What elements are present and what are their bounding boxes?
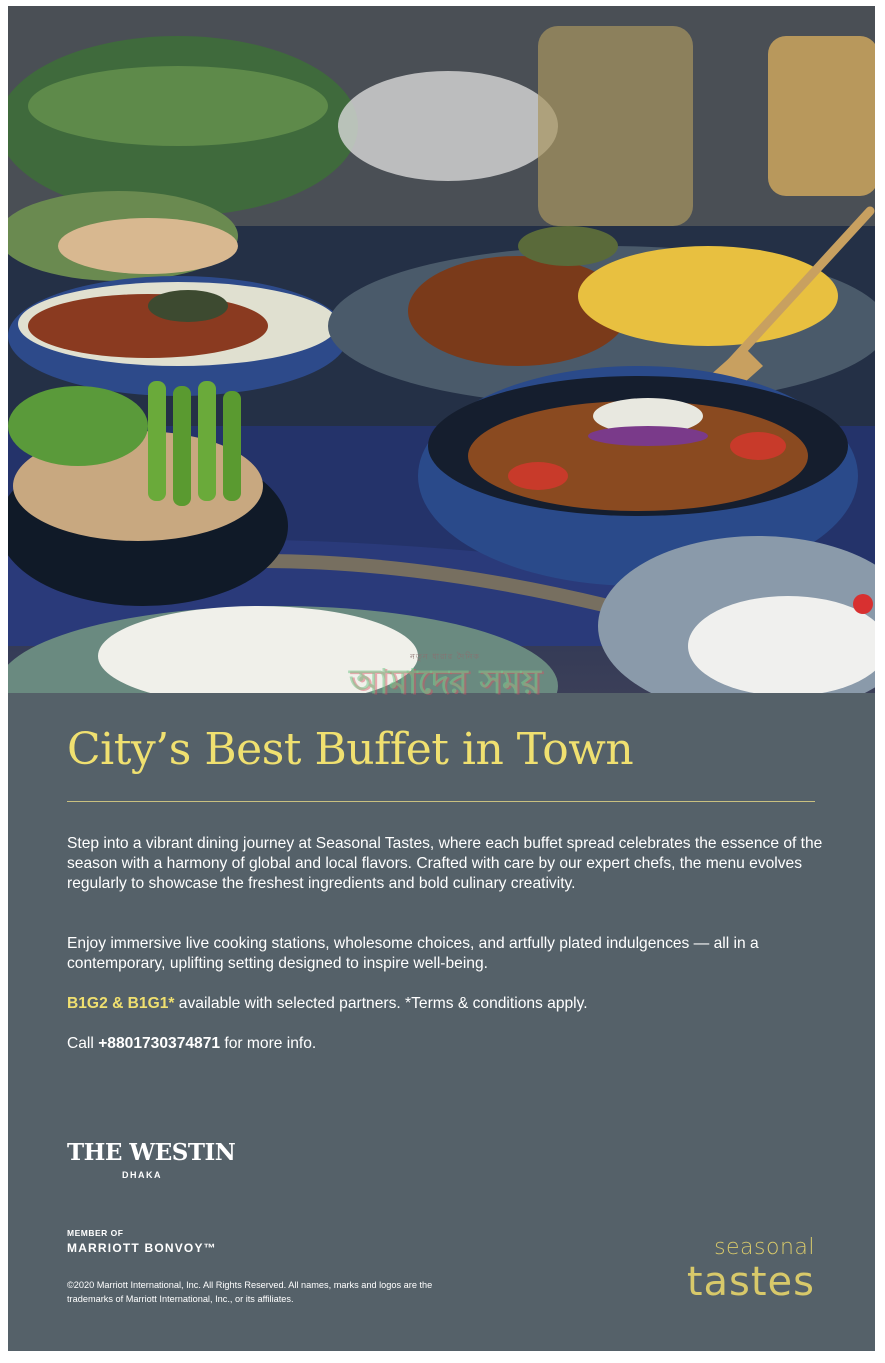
offer-line (67, 994, 827, 1014)
phone-number[interactable]: +8801730374871 (98, 1035, 221, 1052)
copyright-notice: ©2020 Marriott International, Inc. All Rights Reserved. All names, marks and logos are the trademarks of Marriott International, Inc., or its affiliates. (67, 1280, 433, 1304)
newspaper-watermark (270, 651, 620, 701)
headline: City’s Best Buffet in Town (67, 724, 634, 775)
marriott-member-logo (67, 1228, 217, 1255)
westin-city: DHAKA (122, 1170, 162, 1180)
offer-text: available with selected partners. *Terms & conditions apply. (174, 995, 588, 1012)
seasonal-word: seasonal (714, 1235, 815, 1260)
member-of-label: MEMBER OF (67, 1228, 124, 1238)
advertisement-page (8, 6, 875, 1351)
food-photo (8, 6, 875, 693)
headline-divider (67, 801, 815, 802)
offer-highlight: B1G2 & B1G1* (67, 995, 175, 1012)
tastes-word: tastes (686, 1259, 815, 1305)
westin-name: THE WESTIN (67, 1139, 236, 1166)
contact-line (67, 1034, 827, 1054)
intro-paragraph: Step into a vibrant dining journey at Seasonal Tastes, where each buffet spread celebrates the essence of the season with a harmony of global and local flavors. Crafted with care by our expert chefs, the menu evolves regularly to showcase the freshest ingredients and bold culinary creativity. (67, 835, 823, 892)
watermark-masthead: আমাদের সময় (349, 662, 541, 702)
westin-logo (67, 1139, 235, 1180)
contact-suffix: for more info. (220, 1035, 317, 1052)
food-photo-icon (8, 6, 875, 693)
marriott-bonvoy-brand: MARRIOTT BONVOY™ (67, 1241, 217, 1255)
seasonal-tastes-logo (663, 1236, 815, 1304)
contact-prefix: Call (67, 1035, 99, 1052)
watermark-tagline: নতুন ধারার দৈনিক (410, 652, 480, 661)
features-paragraph: Enjoy immersive live cooking stations, wholesome choices, and artfully plated indulgences — all in a contemporary, uplifting setting designed to inspire well-being. (67, 935, 759, 972)
